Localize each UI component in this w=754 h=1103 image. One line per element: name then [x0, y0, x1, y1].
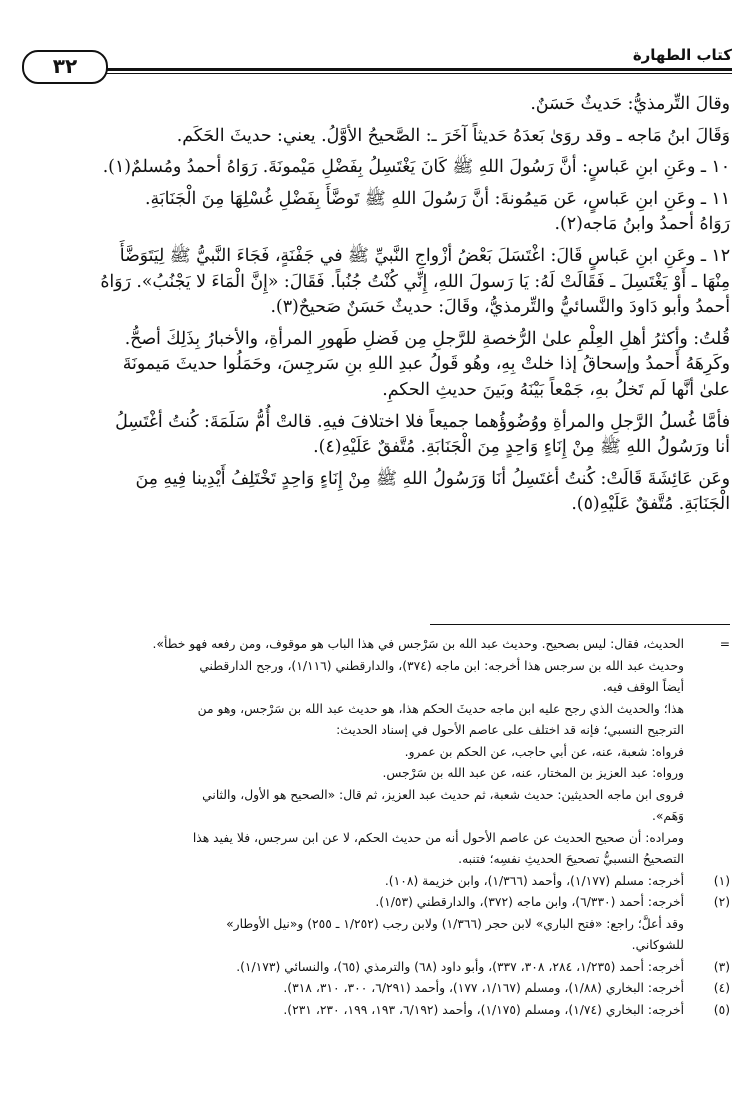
book-title: كتاب الطهارة — [632, 46, 732, 64]
main-text — [22, 92, 730, 518]
text-line: مِنْهَا ـ أَوْ يَغْتَسِلَ ـ فَقَالَتْ لَهُ: يَا رَسولَ اللهِ، إِنِّي كُنْتُ جُنُباً. فَقَالَ: «إِنَّ الْمَاءَ لا يَجْنُبُ». رَوَاهُ — [100, 271, 730, 292]
hadith-aisha: وعَن عَائِشَةَ قَالَتْ: كُنتُ أغتَسِلُ أنَا وَرَسُولُ اللهِ ﷺ مِنْ إِنَاءٍ وَاحِدٍ تَخْتَلِفُ أَيْدِينا فِيهِ مِنَ — [135, 468, 730, 489]
footnote-line: للشوكاني. — [631, 938, 684, 952]
footnote-number: (٤) — [713, 981, 730, 995]
page-number: ٣٢ — [22, 50, 108, 84]
footnote-line: فرواه: شعبة، عنه، عن أبي حاجب، عن الحكم بن عمرو. — [404, 744, 684, 759]
footnote-line: وقد أعلَّ؛ راجع: «فتح الباري» لابن حجر (١/٣٦٦) ولابن رجب (١/٢٥٢ ـ ٢٥٥) و«نيل الأوطار» — [226, 916, 684, 931]
footnote-line: أخرجه: البخاري (١/٧٤)، ومسلم (١/١٧٥)، وأحمد (٦/١٩٢، ١٩٣، ١٩٩، ٢٣٠، ٢٣١). — [283, 1002, 684, 1017]
footnote-line: هذا؛ والحديث الذي رجح عليه ابن ماجه حديثَ الحكم هذا، هو حديث عبد الله بن سَرْجس، وهو من — [197, 701, 684, 716]
text-line: أنا ورَسُولُ اللهِ ﷺ مِنْ إِنَاءٍ وَاحِدٍ مِنَ الْجَنَابَةِ. مُتَّفقٌ عَلَيْهِ(٤). — [313, 437, 730, 458]
footnote-line: وحديث عبد الله بن سرجس هذا أخرجه: ابن ماجه (٣٧٤)، والدارقطني (١/١١٦)، ورجح الدارقطني — [199, 658, 684, 673]
text-line: رَوَاهُ أحمدُ وابنُ مَاجه(٢). — [554, 214, 730, 235]
footnote-continuation — [22, 634, 730, 871]
continuation-mark: = — [719, 637, 730, 651]
hadith-11: ١١ ـ وعَنِ ابنِ عَباسٍ، عَن مَيمُونةَ: أنَّ رَسُولَ اللهِ ﷺ تَوضَّأَ بِفَضْلِ غُسْلِهَا مِنَ الْجَنَابَةِ. — [145, 188, 730, 209]
footnote-number: (٢) — [713, 895, 730, 909]
footnote-1 — [22, 871, 730, 893]
footnote-number: (٣) — [713, 959, 730, 974]
footnote-line: التصحيحُ النسبيُّ تصحيحَ الحديثِ نفسِه؛ فتنبه. — [458, 852, 684, 866]
footnote-3 — [22, 957, 730, 979]
text-line: وقالَ التِّرمذيُّ: حَديثٌ حَسَنٌ. — [530, 94, 730, 114]
footnote-line: وَهَم». — [651, 809, 684, 823]
footnote-line: أخرجه: البخاري (١/٨٨)، ومسلم (١/١٦٧، ١٧٧)، وأحمد (٦/٢٩١، ٣٠٠، ٣١٠، ٣١٨). — [283, 981, 684, 995]
hadith-12: ١٢ ـ وعَنِ ابنِ عَباسٍ قَالَ: اغْتَسَلَ بَعْضُ أزْواجِ النَّبيِّ ﷺ في جَفْنَةٍ، فَجَاءَ النَّبيُّ ﷺ لِيَتَوَضَّأَ — [119, 245, 730, 266]
footnote-line: أخرجه: مسلم (١/١٧٧)، وأحمد (١/٣٦٦)، وابن خزيمة (١٠٨). — [384, 873, 684, 888]
text-line: علىٰ أنَّها لَم تَخلُ بهِ، جَمْعاً بَيْنَهُ وبَينَ حديثِ الحكمِ. — [382, 379, 730, 400]
footnote-2 — [22, 892, 730, 957]
commentary: قُلتُ: وأكثرُ أهلِ العِلْمِ علىٰ الرُّخصةِ للرَّجلِ مِن فَضلِ طَهورِ المرأةِ، والأخبارُ بِذَلِكَ أصحُّ. — [124, 328, 730, 349]
text-line: وكَرِهَهُ أَحمدُ وإسحاقُ إذا خلتْ بِهِ، وهُو قَولُ عبدِ اللهِ بنِ سَرجِسَ، وحَمَلُوا حديثَ مَيمونَةَ — [122, 354, 730, 375]
footnote-line: أخرجه: أحمد (١/٢٣٥، ٢٨٤، ٣٠٨، ٣٣٧)، وأبو داود (٦٨) والترمذي (٦٥)، والنسائي (١/١٧٣). — [236, 959, 684, 974]
footnote-line: ورواه: عبد العزيز بن المختار، عنه، عن عبد الله بن سَرْجس. — [382, 766, 684, 780]
footnote-line: أخرجه: أحمد (٦/٣٣٠)، وابن ماجه (٣٧٢)، والدارقطني (١/٥٣). — [375, 895, 684, 909]
footnote-line: فروى ابن ماجه الحديثين: حديث شعبة، ثم حديث عبد العزيز، ثم قال: «الصحيح هو الأول، والثاني — [202, 787, 684, 802]
footnote-number: (٥) — [713, 1002, 730, 1017]
commentary: فأمَّا غُسلُ الرَّجلِ والمرأةِ ووُضُوؤُهما جميعاً فلا اختلافَ فيهِ. قالتْ أُمُّ سَلَمَةَ: كُنتُ أغْتَسِلُ — [115, 411, 730, 432]
footnotes — [22, 634, 730, 1021]
header-rule — [106, 68, 732, 71]
page-header — [22, 44, 732, 90]
footnote-number: (١) — [713, 873, 730, 888]
text-line: أحمدُ وأبو دَاودَ والنَّسائيُّ والتِّرمذيُّ، وقَالَ: حديثٌ حَسَنٌ صَحيحٌ(٣). — [270, 297, 730, 318]
footnote-separator — [430, 624, 730, 625]
footnote-line: الترجيح النسبي؛ فإنه قد اختلف على عاصم الأحول في إسناد الحديث: — [336, 723, 684, 737]
footnote-5 — [22, 1000, 730, 1022]
footnote-4 — [22, 978, 730, 1000]
footnote-line: ومراده: أن صحيح الحديث عن عاصم الأحول أنه من حديث الحكم، لا عن ابن سرجس، فلا يفيد هذا — [192, 830, 684, 845]
footnote-line: الحديث، فقال: ليس بصحيح. وحديث عبد الله بن سَرْجس في هذا الباب هو موقوف، ومن رفعه فهو خطأ». — [152, 637, 684, 651]
hadith-10: ١٠ ـ وعَنِ ابنِ عَباسٍ: أنَّ رَسُولَ اللهِ ﷺ كَانَ يَغْتَسِلُ بِفَضْلِ مَيْمونَةَ. رَوَاهُ أحمدُ ومُسلمٌ(١). — [102, 157, 730, 178]
header-rule-thin — [106, 73, 732, 74]
footnote-line: أيضاً الوقف فيه. — [602, 680, 684, 694]
text-line: وَقَالَ ابنُ مَاجه ـ وقد روَىٰ بَعدَهُ حَديثاً آخَرَ ـ: الصَّحيحُ الأوَّلُ. يعني: حديثَ الحَكَم. — [176, 125, 730, 146]
text-line: الْجَنَابَةِ. مُتَّفقٌ عَلَيْهِ(٥). — [571, 494, 730, 515]
